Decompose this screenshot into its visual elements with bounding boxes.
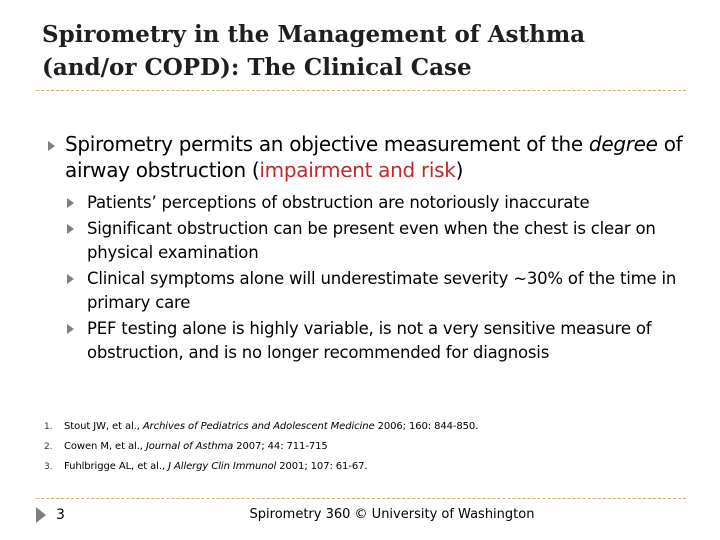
reference-journal: Journal of Asthma bbox=[145, 441, 234, 452]
sub-bullet-text: PEF testing alone is highly variable, is not a very sensitive measure of obstruction, and is no longer recommended for diagnosis bbox=[87, 318, 652, 362]
reference-number: 3. bbox=[44, 462, 53, 472]
reference-authors: Stout JW, et al., bbox=[64, 421, 143, 432]
sub-bullet bbox=[67, 217, 677, 266]
reference-authors: Fuhlbrigge AL, et al., bbox=[64, 461, 169, 472]
reference-details: 2001; 107: 61-67. bbox=[276, 461, 368, 472]
title-line-1: Spirometry in the Management of Asthma bbox=[42, 21, 586, 48]
bullet-arrow-icon bbox=[67, 324, 74, 334]
main-text-emphasis: degree bbox=[588, 132, 658, 156]
slide-title bbox=[42, 18, 702, 84]
reference-details: 2007; 44: 711-715 bbox=[233, 441, 328, 452]
reference-number: 2. bbox=[44, 442, 53, 452]
reference-authors: Cowen M, et al., bbox=[64, 441, 146, 452]
footer-text: Spirometry 360 © University of Washington bbox=[249, 507, 535, 522]
bullet-arrow-icon bbox=[67, 224, 74, 234]
reference-item bbox=[44, 437, 664, 457]
reference-item bbox=[44, 417, 664, 437]
reference-journal: J Allergy Clin Immunol bbox=[168, 461, 277, 472]
bottom-divider bbox=[36, 498, 686, 499]
sub-bullet-list bbox=[67, 191, 677, 367]
bullet-arrow-icon bbox=[48, 141, 55, 151]
main-text-mid: of airway obstruction ( bbox=[65, 132, 683, 182]
title-line-2: (and/or COPD): The Clinical Case bbox=[42, 54, 472, 81]
sub-bullet bbox=[67, 191, 677, 216]
sub-bullet bbox=[67, 317, 677, 366]
reference-journal: Archives of Pediatrics and Adolescent Medicine bbox=[142, 421, 375, 432]
reference-item bbox=[44, 457, 664, 477]
sub-bullet-text: Clinical symptoms alone will underestimate severity ~30% of the time in primary care bbox=[87, 268, 677, 312]
reference-details: 2006; 160: 844-850. bbox=[374, 421, 479, 432]
bullet-arrow-icon bbox=[67, 274, 74, 284]
main-text-highlight: impairment and risk bbox=[259, 158, 456, 182]
main-bullet-text bbox=[65, 131, 695, 183]
page-number: 3 bbox=[56, 507, 65, 523]
main-text-after: ) bbox=[455, 158, 464, 182]
main-text-before: Spirometry permits an objective measurement of the bbox=[65, 132, 589, 156]
sub-bullet-text: Patients’ perceptions of obstruction are notoriously inaccurate bbox=[87, 193, 590, 212]
bullet-arrow-icon bbox=[67, 198, 74, 208]
sub-bullet-text: Significant obstruction can be present even when the chest is clear on physical examination bbox=[87, 218, 656, 262]
reference-list bbox=[44, 417, 664, 477]
sub-bullet bbox=[67, 267, 677, 316]
reference-number: 1. bbox=[44, 422, 53, 432]
top-divider bbox=[36, 90, 686, 91]
footer-arrow-icon bbox=[36, 507, 46, 523]
